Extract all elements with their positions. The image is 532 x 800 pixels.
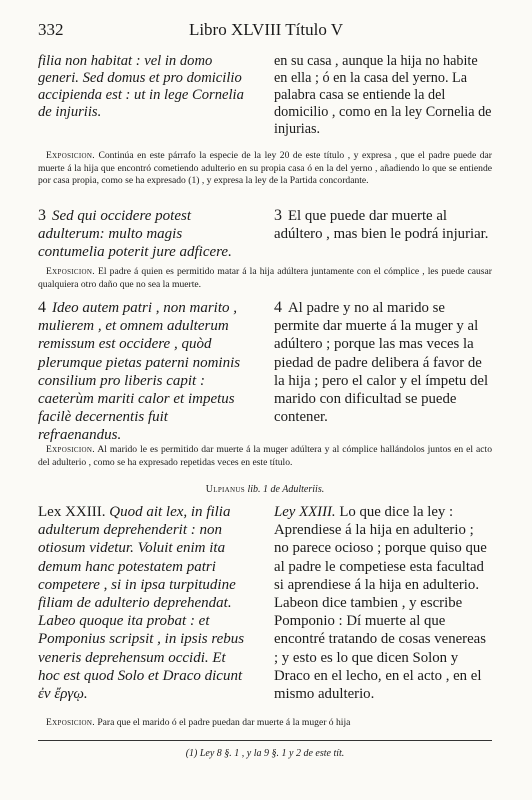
exposicion-4 (38, 717, 492, 730)
exposicion-text: Continúa en este párrafo la especie de la ley 20 de este título , y expresa , que el padre puede dar muerte á la hija que encontró cometiendo adulterio en su propia casa ó en la del yerno , añadiendo lo que se entiende por casa propia, como se ha expresado (1) , y expresa la ley de la Partida concordante. (38, 150, 492, 186)
paragraph-number: 4 (38, 299, 46, 316)
footnote: (1) Ley 8 §. 1 , y la 9 §. 1 y 2 de este tít. (185, 748, 345, 759)
latin-paragraph (38, 503, 246, 703)
exposicion-label: Exposicion. (46, 717, 95, 728)
exposicion-1 (38, 150, 492, 188)
running-title: Libro XLVIII Título V (188, 20, 344, 39)
paragraph-number: 3 (274, 207, 282, 224)
source-citation (38, 484, 492, 495)
page-header (38, 20, 494, 42)
lex-heading: Lex XXIII. (38, 504, 106, 520)
paragraph-number: 3 (38, 207, 46, 224)
exposicion-label: Exposicion. (46, 150, 95, 161)
latin-text: Quod ait lex, in filia adulterum deprehenderit : non otiosum videtur. Voluit enim ita demum hanc potestatem patri competere , si in ipsa turpitudine filiam de adulterio deprehendat. Labeo quoque ita probat : et Pomponius scripsit , in ipsis rebus veneris deprehensum occidi. Et hoc est quod Solo et Draco dicunt ἐν ἔργῳ. (38, 504, 245, 703)
latin-text: Ideo autem patri , non marito , mulierem , et omnem adulterum remissum est occidere , quòd plerumque pietas paterni nominis consilium pro liberis capit : caeterùm mariti calor et impetus facilè decernentis fuit refraenandus. (38, 300, 241, 444)
spanish-text: Lo que dice la ley : Aprendiese á la hija en adulterio ; no parece ocioso ; porque quiso que al padre le competiese esta facultad si aprendiese á la hija en adulterio. Labeon dice tambien , y escribe Pomponio : Dí muerte al que encontré tratando de cosas venereas ; y esto es lo que dicen Solon y Draco en el lecho, en el acto , en el mismo adulterio. (274, 504, 487, 703)
paragraph-block-4 (38, 503, 492, 715)
exposicion-text: El padre á quien es permitido matar á la hija adúltera juntamente con el cómplice , les puede causar qualquiera otro daño que no sea la muerte. (38, 266, 492, 290)
latin-text: filia non habitat : vel in domo generi. Sed domus et pro domicilio accipienda est : ut in lege Cornelia de injuriis. (38, 53, 244, 120)
exposicion-3 (38, 444, 492, 469)
spanish-text: en su casa , aunque la hija no habite en ella ; ó en la casa del yerno. La palabra casa se entiende la del domicilio , como en la ley Cornelia de injurias. (274, 53, 492, 137)
spanish-paragraph (274, 503, 492, 703)
footnote-divider (38, 740, 492, 741)
latin-paragraph (38, 207, 246, 262)
exposicion-text: Para que el marido ó el padre puedan dar muerte á la muger ó hija (97, 717, 351, 728)
page-number: 332 (38, 20, 64, 39)
exposicion-label: Exposicion. (46, 266, 95, 277)
exposicion-label: Exposicion. (46, 444, 95, 455)
source-author: Ulpianus (205, 484, 245, 495)
paragraph-block-2 (38, 207, 492, 263)
spanish-paragraph (274, 207, 492, 243)
spanish-paragraph (274, 299, 492, 426)
latin-text: Sed qui occidere potest adulterum: multo magis contumelia poterit jure adficere. (38, 208, 232, 261)
paragraph-block-3 (38, 299, 492, 449)
ley-heading: Ley XXIII. (274, 504, 336, 520)
paragraph-block-1 (38, 53, 492, 137)
latin-paragraph (38, 299, 246, 445)
exposicion-text: Al marido le es permitido dar muerte á la muger adúltera y al cómplice hallándolos juntos en el acto del adulterio , como se ha expresado repetidas veces en este título. (38, 444, 492, 468)
exposicion-2 (38, 266, 492, 291)
spanish-text: Al padre y no al marido se permite dar muerte á la muger y al adúltero ; porque las mas veces la piedad de padre delibera á favor de la hija ; pero el calor y el ímpetu del marido con dificultad se puede contener. (274, 300, 489, 426)
spanish-text: El que puede dar muerte al adúltero , mas bien le podrá injuriar. (274, 208, 489, 243)
source-reference: lib. 1 de Adulteriis. (247, 484, 325, 495)
paragraph-number: 4 (274, 299, 282, 316)
